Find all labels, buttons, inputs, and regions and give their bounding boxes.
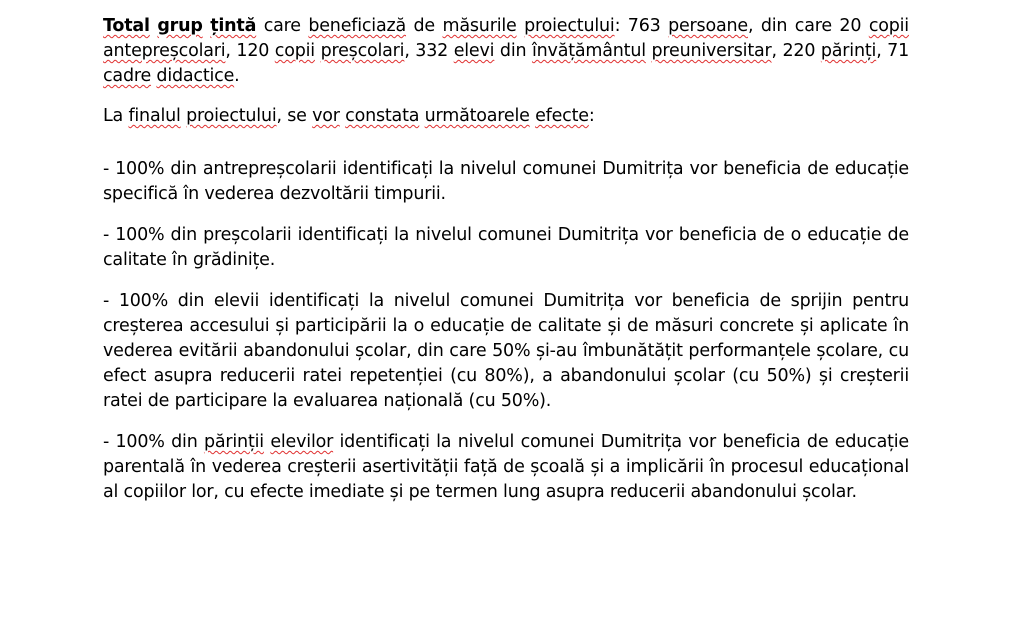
spellcheck-word: finalul [128, 106, 181, 126]
spellcheck-word: părinți [820, 41, 877, 61]
target-group-paragraph [103, 14, 909, 89]
spellcheck-word: proiectului [524, 16, 615, 36]
spellcheck-word: constata [345, 106, 420, 126]
spellcheck-word: elevi [453, 41, 495, 61]
effect-bullet-preschool: - 100% din preșcolarii identificați la nivelul comunei Dumitrița vor beneficia de o educație de calitate în grădinițe. [103, 225, 909, 270]
spellcheck-word: învățământul [531, 41, 646, 61]
spellcheck-word: didactice [156, 66, 235, 86]
text-run: din [494, 41, 532, 61]
text-run: . [234, 66, 240, 86]
spellcheck-word: vor [312, 106, 340, 126]
project-effects-heading [103, 104, 909, 129]
text-run: identificați la nivelul comunei Dumitrița vor beneficia de educație parentală în vederea creșterii asertivității față de școală și a implicării în procesul educațional al copiilor lor, cu efecte imediate și pe termen lung asupra reducerii abandonului școlar. [103, 432, 909, 502]
text-run: - 100% din [103, 432, 204, 452]
text-run: , 332 [404, 41, 454, 61]
text-run: , 71 [876, 41, 910, 61]
spellcheck-word: persoane [668, 16, 748, 36]
effect-bullet-antepreschool: - 100% din antrepreșcolarii identificați la nivelul comunei Dumitrița vor beneficia de educație specifică în vederea dezvoltării timpurii. [103, 159, 909, 204]
spellcheck-word: copii [868, 16, 909, 36]
text-run: , se [276, 106, 313, 126]
spellcheck-word: cadre [103, 66, 152, 86]
text-run: , din care 20 [747, 16, 869, 36]
effect-bullet-parents [103, 430, 909, 505]
text-run: , 220 [771, 41, 821, 61]
spellcheck-word: părinții [203, 432, 264, 452]
spellcheck-word: preșcolari [320, 41, 405, 61]
spellcheck-word: proiectului [186, 106, 277, 126]
text-run: de [406, 16, 443, 36]
spellcheck-word: măsurile [442, 16, 517, 36]
spellcheck-word: beneficiază [308, 16, 407, 36]
text-run: La [103, 106, 129, 126]
spellcheck-word: preuniversitar [651, 41, 772, 61]
spellcheck-word: copii [274, 41, 315, 61]
spellcheck-word: țintă [210, 16, 257, 36]
text-run: : [588, 106, 595, 126]
spellcheck-word: elevilor [270, 432, 334, 452]
document-page [103, 14, 909, 505]
text-run: , 120 [225, 41, 275, 61]
spellcheck-word: Total [103, 16, 150, 36]
spellcheck-word: antepreșcolari [103, 41, 226, 61]
effect-bullet-students: - 100% din elevii identificați la nivelul comunei Dumitrița vor beneficia de sprijin pentru creșterea accesului și participării la o educație de calitate și de măsuri concrete și aplicate în vederea evitării abandonului școlar, din care 50% și-au îmbunătățit performanțele școlare, cu efect asupra reducerii ratei repetenției (cu 80%), a abandonului școlar (cu 50%) și creșterii ratei de participare la evaluarea națională (cu 50%). [103, 291, 909, 411]
spellcheck-word: efecte [535, 106, 589, 126]
spellcheck-word: grup [157, 16, 203, 36]
text-run: : 763 [614, 16, 669, 36]
text-run: care [256, 16, 309, 36]
spellcheck-word: următoarele [424, 106, 530, 126]
text-run [517, 16, 525, 36]
